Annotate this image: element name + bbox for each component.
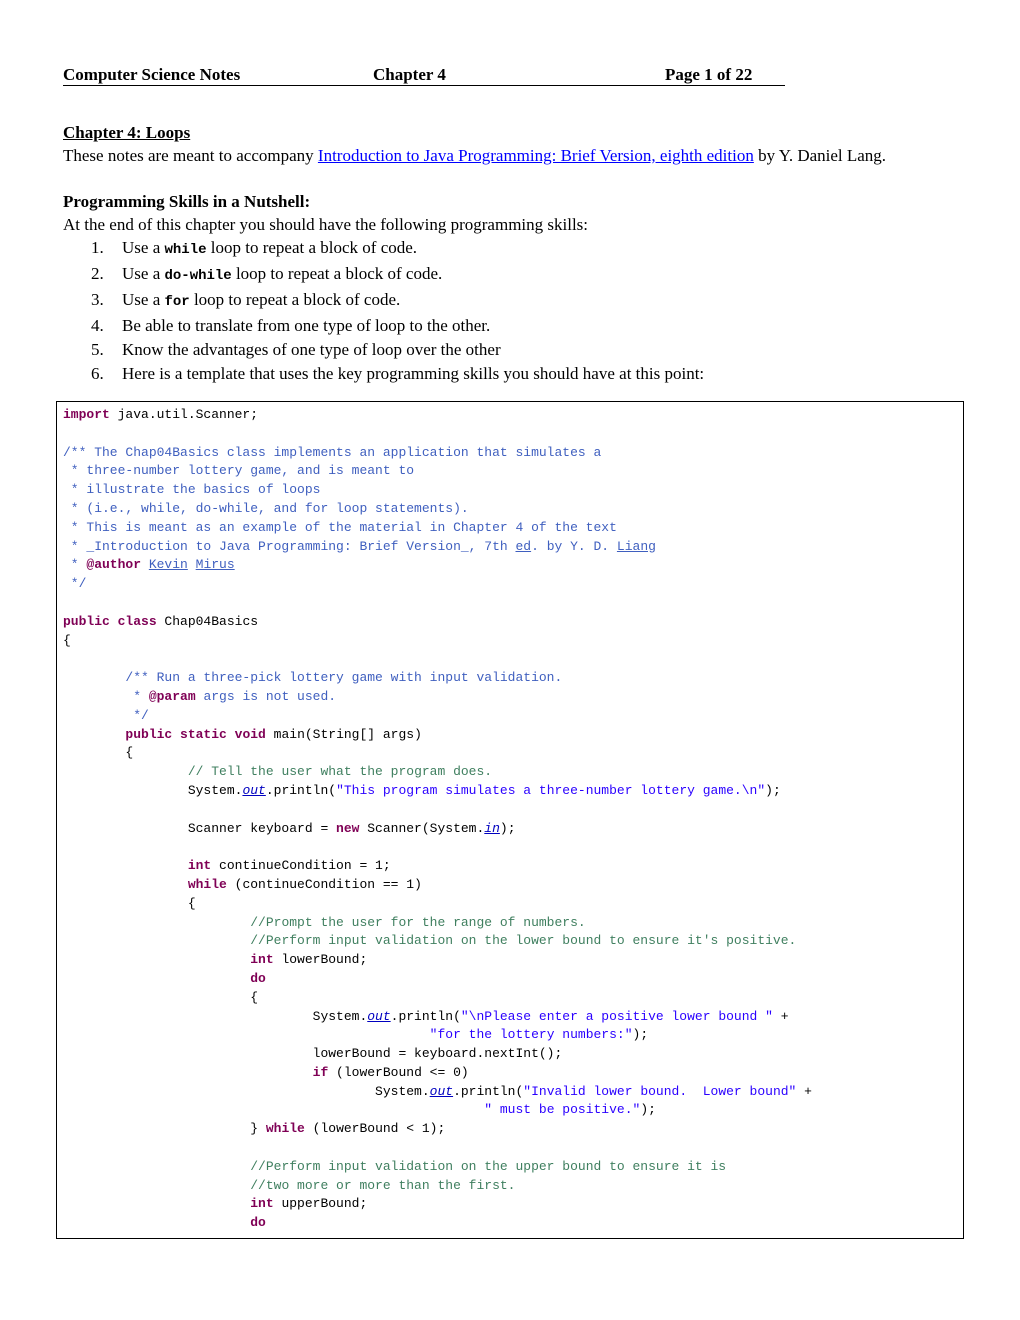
text-token: Use a	[122, 290, 165, 309]
code-line	[63, 1101, 957, 1120]
text-token: new	[336, 820, 360, 836]
text-token	[63, 1065, 313, 1080]
code-line	[63, 669, 957, 688]
text-token: Scanner keyboard =	[63, 820, 337, 836]
code-line	[63, 462, 957, 481]
code-line	[63, 444, 957, 463]
code-line	[63, 575, 957, 594]
code-line	[63, 820, 957, 839]
code-line	[63, 1214, 957, 1233]
code-line	[63, 932, 957, 951]
text-token: * three-number lottery game, and is meant to	[63, 463, 415, 479]
code-line	[63, 1158, 957, 1177]
text-token	[141, 557, 149, 572]
text-token: (lowerBound <= 0)	[328, 1064, 469, 1080]
text-token: .println(	[390, 1008, 461, 1024]
hyperlink[interactable]: Liang	[616, 538, 656, 554]
text-token: by Y. Daniel Lang.	[753, 146, 887, 165]
hyperlink[interactable]: Kevin	[148, 557, 188, 573]
code-line	[63, 951, 957, 970]
code-line	[63, 707, 957, 726]
text-token	[63, 1159, 250, 1174]
code-line	[63, 481, 957, 500]
text-token: Here is a template that uses the key programming skills you should have at this point:	[122, 364, 705, 383]
text-token: public static void	[125, 726, 266, 742]
text-token: in	[484, 820, 500, 836]
text-token: "for the lottery numbers:"	[429, 1027, 633, 1043]
text-token: * _Introduction to Java Programming: Brief Version_, 7th	[63, 538, 516, 554]
text-token: .println(	[453, 1083, 524, 1099]
text-token: out	[429, 1083, 454, 1099]
text-token: Use a	[122, 264, 165, 283]
list-number: 1.	[91, 238, 104, 257]
text-token	[63, 1196, 250, 1211]
list-number: 3.	[91, 290, 104, 309]
code-line	[63, 519, 957, 538]
text-token: loop to repeat a block of code.	[189, 290, 401, 309]
text-token: while	[164, 242, 207, 258]
text-token: Use a	[122, 238, 165, 257]
text-token: @author	[86, 557, 142, 573]
code-line	[63, 989, 957, 1008]
text-token: lowerBound = keyboard.nextInt();	[63, 1046, 563, 1062]
text-token	[63, 1027, 430, 1042]
list-item	[63, 236, 957, 262]
text-token: int	[250, 1196, 274, 1212]
code-line	[63, 726, 957, 745]
text-token	[63, 971, 250, 986]
code-line	[63, 857, 957, 876]
text-token: +	[772, 1008, 789, 1024]
text-token: loop to repeat a block of code.	[231, 264, 443, 283]
text-token: "This program simulates a three-number lottery game.\n"	[336, 782, 766, 798]
code-line	[63, 1064, 957, 1083]
text-token: {	[63, 632, 71, 648]
skills-intro: At the end of this chapter you should have the following programming skills:	[63, 215, 589, 234]
text-token: java.util.Scanner;	[109, 407, 259, 422]
code-block	[63, 406, 957, 1233]
text-token: System.	[63, 1008, 368, 1024]
text-token: {	[63, 989, 259, 1005]
text-token: */	[63, 576, 87, 592]
page-header	[63, 64, 785, 86]
text-token	[63, 952, 250, 967]
list-item	[63, 338, 957, 362]
text-token: args is not used.	[195, 688, 337, 704]
code-line	[63, 1120, 957, 1139]
text-token	[63, 1102, 484, 1117]
text-token: Chap04Basics	[156, 613, 259, 629]
text-token: );	[765, 782, 781, 798]
code-line	[63, 556, 957, 575]
text-token: main(String[] args)	[265, 726, 422, 742]
text-token: //Perform input validation on the upper bound to ensure it is	[250, 1158, 727, 1174]
text-token: * This is meant as an example of the material in Chapter 4 of the text	[63, 519, 617, 535]
list-number: 2.	[91, 264, 104, 283]
code-box	[56, 401, 964, 1239]
text-token: out	[242, 782, 266, 798]
code-line	[63, 406, 957, 425]
text-token: /** Run a three-pick lottery game with input validation.	[63, 670, 563, 686]
code-line	[63, 1045, 957, 1064]
header-chapter: Chapter 4	[373, 65, 446, 84]
header-title: Computer Science Notes	[63, 65, 241, 84]
code-line	[63, 1008, 957, 1027]
text-token: public class	[63, 613, 157, 629]
text-token: These notes are meant to accompany	[63, 146, 318, 165]
text-token: );	[632, 1027, 649, 1043]
code-line	[63, 632, 957, 651]
chapter-title: Chapter 4: Loops	[63, 123, 191, 142]
list-item	[63, 362, 957, 386]
text-token: do-while	[164, 268, 232, 284]
text-token: while	[265, 1121, 305, 1137]
list-item-text	[122, 364, 704, 383]
code-line	[63, 650, 957, 669]
text-token: continueCondition = 1;	[211, 858, 391, 874]
hyperlink[interactable]: Introduction to Java Programming: Brief Version, eighth edition	[317, 146, 754, 165]
text-token: */	[63, 707, 149, 723]
text-token: System.	[63, 782, 243, 798]
list-item-text	[122, 264, 442, 283]
text-token: +	[796, 1083, 812, 1099]
text-token: out	[367, 1008, 391, 1024]
text-token: {	[63, 895, 196, 911]
code-line	[63, 688, 957, 707]
list-number: 6.	[91, 364, 104, 383]
text-token: " must be positive."	[484, 1102, 641, 1118]
text-token: //two more or more than the first.	[250, 1177, 516, 1193]
text-token: //Perform input validation on the lower bound to ensure it's positive.	[250, 933, 797, 949]
text-token: do	[250, 1215, 266, 1231]
code-line	[63, 1195, 957, 1214]
text-token: {	[63, 745, 134, 761]
list-item-text	[122, 316, 490, 335]
code-line	[63, 782, 957, 801]
text-token: . by Y. D.	[531, 538, 617, 554]
list-item	[63, 288, 957, 314]
code-line	[63, 1177, 957, 1196]
text-token	[63, 1178, 250, 1193]
code-line	[63, 970, 957, 989]
code-line	[63, 1083, 957, 1102]
text-token: while	[187, 876, 227, 892]
code-line	[63, 538, 957, 557]
text-token: upperBound;	[273, 1196, 368, 1212]
text-token: // Tell the user what the program does.	[187, 764, 493, 780]
intro-paragraph	[63, 144, 957, 167]
text-token: "Invalid lower bound. Lower bound"	[523, 1083, 797, 1099]
list-number: 5.	[91, 340, 104, 359]
code-line	[63, 500, 957, 519]
code-line	[63, 1026, 957, 1045]
text-token: .println(	[265, 782, 337, 798]
text-token: int	[250, 952, 274, 968]
code-line	[63, 744, 957, 763]
text-token: }	[63, 1121, 266, 1137]
code-line	[63, 613, 957, 632]
code-line	[63, 594, 957, 613]
text-token	[63, 727, 125, 742]
list-item	[63, 262, 957, 288]
code-line	[63, 425, 957, 444]
text-token: //Prompt the user for the range of numbers.	[250, 914, 586, 930]
text-token: Know the advantages of one type of loop over the other	[122, 340, 501, 359]
skills-list	[63, 236, 957, 386]
text-token: *	[63, 557, 87, 573]
hyperlink[interactable]: ed	[515, 538, 532, 554]
text-token: System.	[63, 1083, 430, 1099]
text-token: (continueCondition == 1)	[226, 876, 422, 892]
text-token: if	[312, 1064, 329, 1080]
code-line	[63, 838, 957, 857]
list-item-text	[122, 238, 417, 257]
text-token: *	[63, 688, 149, 704]
text-token: import	[63, 407, 110, 422]
text-token: loop to repeat a block of code.	[206, 238, 418, 257]
code-line	[63, 801, 957, 820]
list-item-text	[122, 290, 400, 309]
text-token: /** The Chap04Basics class implements an application that simulates a	[63, 444, 602, 460]
text-token: Scanner(System.	[359, 820, 485, 836]
text-token	[63, 915, 250, 930]
text-token: );	[499, 820, 516, 836]
text-token: "\nPlease enter a positive lower bound "	[460, 1008, 773, 1024]
text-token: lowerBound;	[273, 952, 368, 968]
text-token: for	[164, 294, 190, 310]
list-number: 4.	[91, 316, 104, 335]
text-token	[63, 1215, 250, 1230]
text-token	[63, 764, 188, 779]
list-item	[63, 314, 957, 338]
text-token	[63, 858, 188, 873]
code-line	[63, 876, 957, 895]
text-token	[63, 933, 250, 948]
code-line	[63, 895, 957, 914]
text-token: );	[640, 1102, 656, 1118]
text-token: * (i.e., while, do-while, and for loop statements).	[63, 500, 469, 516]
code-line	[63, 763, 957, 782]
code-line	[63, 1139, 957, 1158]
text-token: * illustrate the basics of loops	[63, 482, 321, 498]
text-token	[63, 877, 188, 892]
text-token: Be able to translate from one type of loop to the other.	[122, 316, 491, 335]
text-token: do	[250, 970, 266, 986]
text-token: int	[187, 858, 212, 874]
skills-heading: Programming Skills in a Nutshell:	[63, 192, 311, 211]
hyperlink[interactable]: Mirus	[195, 557, 235, 573]
text-token	[188, 557, 196, 572]
code-line	[63, 914, 957, 933]
list-item-text	[122, 340, 501, 359]
header-page-number: Page 1 of 22	[665, 65, 753, 84]
text-token: @param	[148, 688, 196, 704]
text-token: (lowerBound < 1);	[304, 1121, 446, 1137]
